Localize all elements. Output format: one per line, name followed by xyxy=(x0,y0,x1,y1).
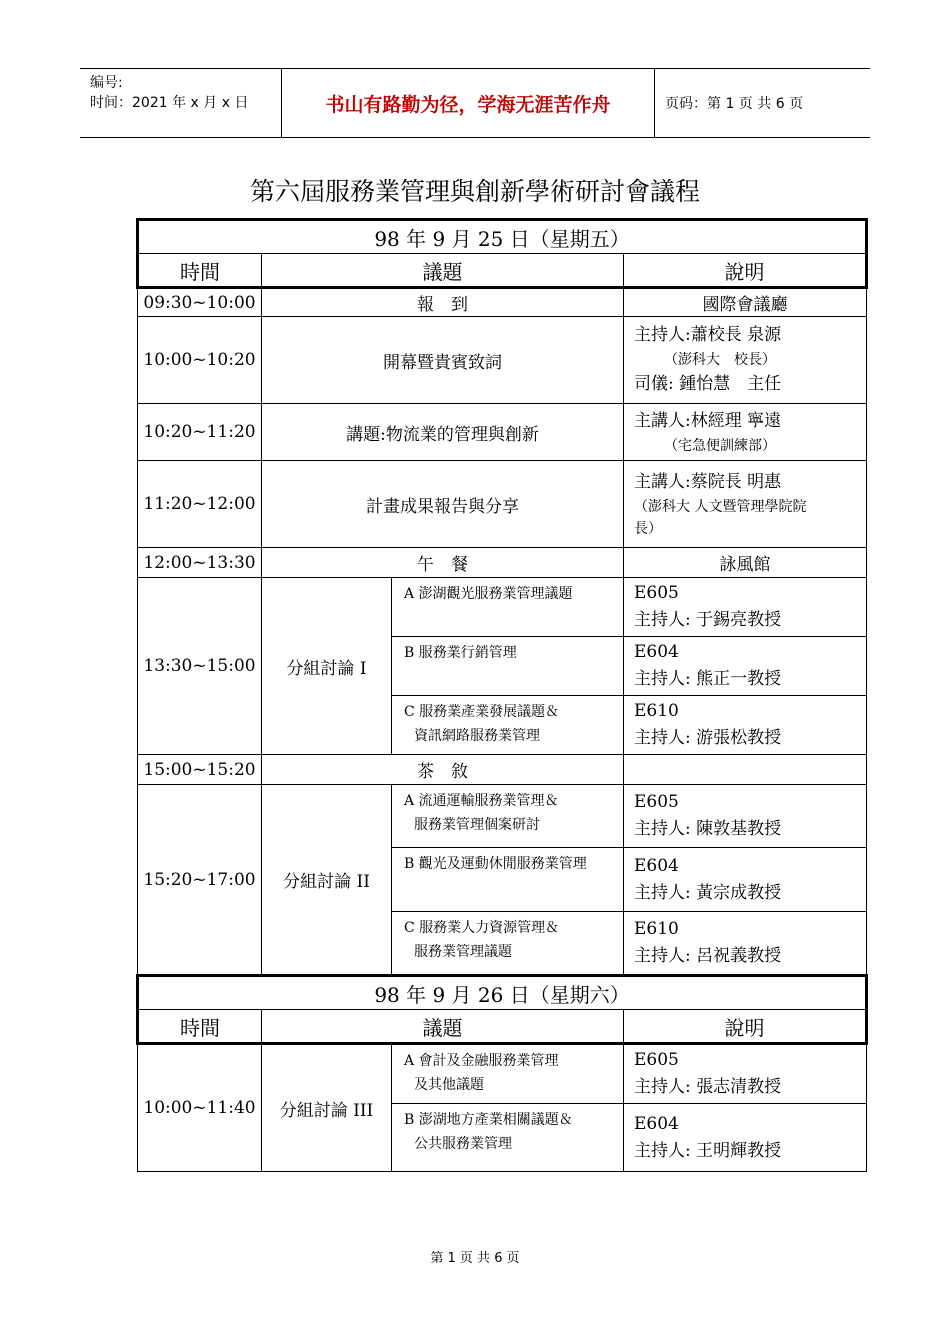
col-note-header: 說明 xyxy=(624,254,867,288)
document-title: 第六屆服務業管理與創新學術研討會議程 xyxy=(249,177,700,206)
session-name: 分組討論 II xyxy=(262,785,392,976)
col-time-header: 時間 xyxy=(138,254,262,288)
room: E604 xyxy=(634,855,679,876)
room: E610 xyxy=(634,919,679,939)
host: 主持人: 張志清教授 xyxy=(634,1077,782,1097)
col-topic-header: 議題 xyxy=(262,254,624,288)
row-time: 11:20~12:00 xyxy=(138,461,262,548)
session-name: 分組討論 III xyxy=(262,1044,392,1172)
session-note xyxy=(624,1104,867,1172)
note-line: （宅急便訓練部） xyxy=(664,437,776,454)
schedule-table xyxy=(136,218,868,1172)
row-topic: 茶 敘 xyxy=(262,755,624,785)
row-topic: 計畫成果報告與分享 xyxy=(262,461,624,548)
note-line: 主持人:蕭校長 泉源 xyxy=(634,325,782,345)
page-footer: 第 1 页 共 6 页 xyxy=(430,1251,520,1266)
topic-line: A 澎湖觀光服務業管理議題 xyxy=(404,586,573,602)
document-header xyxy=(80,68,870,138)
session-note xyxy=(624,1044,867,1104)
session-topic xyxy=(392,637,624,696)
session-time: 15:20~17:00 xyxy=(138,785,262,976)
col-topic-header: 議題 xyxy=(262,1010,624,1044)
date-label: 时间：2021 年 x 月 x 日 xyxy=(90,95,249,111)
row-time: 10:20~11:20 xyxy=(138,404,262,461)
day1-heading: 98 年 9 月 25 日（星期五） xyxy=(138,220,867,254)
topic-line: B 澎湖地方產業相關議題＆ xyxy=(404,1112,573,1128)
session-topic xyxy=(392,1044,624,1104)
host: 主持人: 于錫亮教授 xyxy=(634,610,782,630)
number-label: 编号: xyxy=(90,75,123,91)
topic-line: 服務業管理議題 xyxy=(414,944,512,960)
row-note xyxy=(624,404,867,461)
room: E604 xyxy=(634,1113,679,1134)
row-note xyxy=(624,755,867,785)
session-time: 13:30~15:00 xyxy=(138,578,262,755)
note-line: 主講人:林經理 寧遠 xyxy=(634,410,782,431)
host: 主持人: 熊正一教授 xyxy=(634,669,782,689)
session-topic xyxy=(392,578,624,637)
note-line: （澎科大 校長） xyxy=(664,352,776,368)
session-time: 10:00~11:40 xyxy=(138,1044,262,1172)
row-time: 10:00~10:20 xyxy=(138,317,262,404)
host: 主持人: 黃宗成教授 xyxy=(634,882,782,903)
row-topic: 午 餐 xyxy=(262,548,624,578)
session-note xyxy=(624,578,867,637)
session-topic xyxy=(392,696,624,755)
room: E604 xyxy=(634,642,679,662)
room: E605 xyxy=(634,1050,679,1070)
row-time: 09:30~10:00 xyxy=(138,288,262,317)
row-topic: 報 到 xyxy=(262,288,624,317)
note-line: （澎科大 人文暨管理學院院 xyxy=(634,498,807,515)
header-page-info: 页码：第 1 页 共 6 页 xyxy=(665,96,804,112)
row-note xyxy=(624,461,867,548)
day2-heading: 98 年 9 月 26 日（星期六） xyxy=(138,976,867,1010)
topic-line: 服務業管理個案研討 xyxy=(414,817,540,833)
topic-line: 公共服務業管理 xyxy=(414,1136,512,1152)
host: 主持人: 王明輝教授 xyxy=(634,1140,782,1161)
room: E605 xyxy=(634,792,679,812)
session-topic xyxy=(392,785,624,848)
session-topic xyxy=(392,848,624,912)
session-note xyxy=(624,848,867,912)
topic-line: 及其他議題 xyxy=(414,1077,484,1093)
header-motto: 书山有路勤为径，学海无涯苦作舟 xyxy=(281,69,655,137)
host: 主持人: 游張松教授 xyxy=(634,728,782,748)
note-line: 長） xyxy=(634,520,662,537)
room: E605 xyxy=(634,583,679,603)
topic-line: B 服務業行銷管理 xyxy=(404,645,517,661)
topic-line: C 服務業人力資源管理＆ xyxy=(404,920,560,936)
row-note xyxy=(624,317,867,404)
row-topic: 開幕暨貴賓致詞 xyxy=(262,317,624,404)
host: 主持人: 呂祝義教授 xyxy=(634,946,782,966)
header-meta xyxy=(80,69,280,137)
row-time: 15:00~15:20 xyxy=(138,755,262,785)
topic-line: C 服務業產業發展議題＆ xyxy=(404,704,560,720)
session-note xyxy=(624,785,867,848)
session-topic xyxy=(392,912,624,976)
room: E610 xyxy=(634,701,679,721)
topic-line: A 會計及金融服務業管理 xyxy=(404,1053,559,1069)
session-note xyxy=(624,696,867,755)
topic-line: 資訊網路服務業管理 xyxy=(414,728,540,744)
row-note: 國際會議廳 xyxy=(624,288,867,317)
note-line: 主講人:蔡院長 明惠 xyxy=(634,471,782,492)
row-topic: 講題:物流業的管理與創新 xyxy=(262,404,624,461)
session-note xyxy=(624,912,867,976)
note-line: 司儀: 鍾怡慧 主任 xyxy=(634,374,782,394)
topic-line: A 流通運輸服務業管理＆ xyxy=(404,793,559,809)
host: 主持人: 陳敦基教授 xyxy=(634,819,782,839)
session-topic xyxy=(392,1104,624,1172)
row-time: 12:00~13:30 xyxy=(138,548,262,578)
col-note-header: 說明 xyxy=(624,1010,867,1044)
row-note: 詠風館 xyxy=(624,548,867,578)
session-note xyxy=(624,637,867,696)
col-time-header: 時間 xyxy=(138,1010,262,1044)
topic-line: B 觀光及運動休閒服務業管理 xyxy=(404,856,587,872)
session-name: 分組討論 I xyxy=(262,578,392,755)
